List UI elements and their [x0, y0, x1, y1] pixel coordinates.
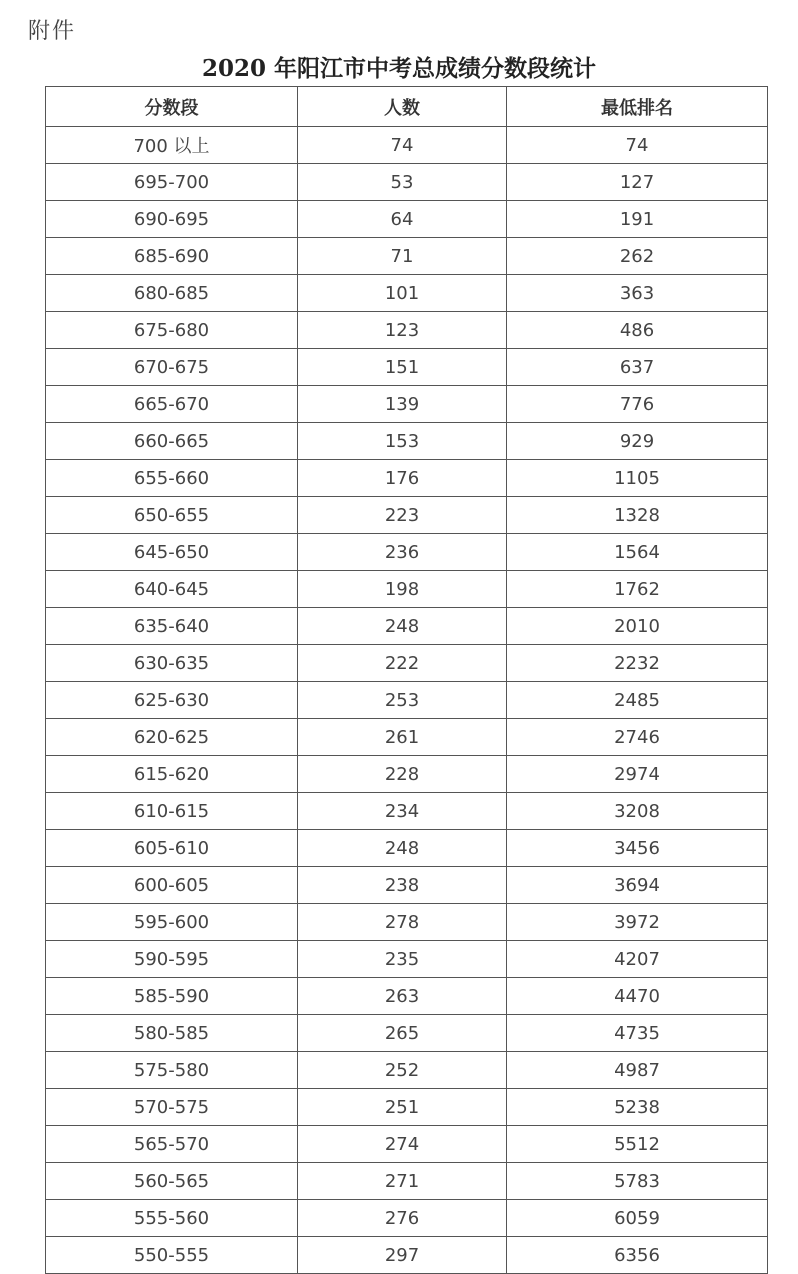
cell-lowest-rank: 2746 — [507, 719, 768, 756]
cell-count: 198 — [298, 571, 507, 608]
cell-lowest-rank: 3972 — [507, 904, 768, 941]
attachment-label: 附件 — [28, 19, 77, 44]
cell-count: 252 — [298, 1052, 507, 1089]
table-row — [46, 645, 768, 682]
cell-count: 248 — [298, 830, 507, 867]
cell-score-range: 655-660 — [46, 460, 298, 497]
cell-score-range: 695-700 — [46, 164, 298, 201]
cell-count: 261 — [298, 719, 507, 756]
cell-lowest-rank: 637 — [507, 349, 768, 386]
table-row — [46, 1052, 768, 1089]
table-row — [46, 201, 768, 238]
table-row — [46, 127, 768, 164]
cell-lowest-rank: 6059 — [507, 1200, 768, 1237]
cell-count: 222 — [298, 645, 507, 682]
cell-lowest-rank: 2010 — [507, 608, 768, 645]
cell-count: 223 — [298, 497, 507, 534]
cell-score-range: 610-615 — [46, 793, 298, 830]
table-row — [46, 608, 768, 645]
cell-score-range: 585-590 — [46, 978, 298, 1015]
cell-score-range: 660-665 — [46, 423, 298, 460]
table-row — [46, 312, 768, 349]
cell-lowest-rank: 929 — [507, 423, 768, 460]
table-row — [46, 1089, 768, 1126]
cell-lowest-rank: 1328 — [507, 497, 768, 534]
cell-lowest-rank: 1105 — [507, 460, 768, 497]
header-lowest-rank: 最低排名 — [507, 87, 768, 127]
cell-lowest-rank: 776 — [507, 386, 768, 423]
cell-score-range: 590-595 — [46, 941, 298, 978]
cell-lowest-rank: 1762 — [507, 571, 768, 608]
cell-lowest-rank: 486 — [507, 312, 768, 349]
header-count: 人数 — [298, 87, 507, 127]
cell-score-range: 625-630 — [46, 682, 298, 719]
cell-lowest-rank: 2485 — [507, 682, 768, 719]
cell-count: 64 — [298, 201, 507, 238]
cell-count: 71 — [298, 238, 507, 275]
cell-lowest-rank: 1564 — [507, 534, 768, 571]
cell-score-range: 635-640 — [46, 608, 298, 645]
table-row — [46, 756, 768, 793]
cell-count: 278 — [298, 904, 507, 941]
table-row — [46, 275, 768, 312]
table-row — [46, 164, 768, 201]
cell-count: 238 — [298, 867, 507, 904]
cell-lowest-rank: 3456 — [507, 830, 768, 867]
cell-lowest-rank: 74 — [507, 127, 768, 164]
cell-score-range: 700 以上 — [46, 127, 298, 164]
score-distribution-table — [45, 86, 768, 1274]
cell-count: 251 — [298, 1089, 507, 1126]
cell-score-range: 680-685 — [46, 275, 298, 312]
cell-count: 236 — [298, 534, 507, 571]
cell-count: 151 — [298, 349, 507, 386]
cell-score-range: 615-620 — [46, 756, 298, 793]
table-row — [46, 830, 768, 867]
table-row — [46, 497, 768, 534]
cell-count: 123 — [298, 312, 507, 349]
cell-score-range: 665-670 — [46, 386, 298, 423]
cell-lowest-rank: 3694 — [507, 867, 768, 904]
cell-score-range: 685-690 — [46, 238, 298, 275]
cell-count: 101 — [298, 275, 507, 312]
table-row — [46, 941, 768, 978]
cell-count: 276 — [298, 1200, 507, 1237]
table-row — [46, 571, 768, 608]
cell-score-range: 550-555 — [46, 1237, 298, 1274]
table-header-row — [46, 87, 768, 127]
table-row — [46, 1126, 768, 1163]
cell-count: 263 — [298, 978, 507, 1015]
table-row — [46, 978, 768, 1015]
cell-score-range: 575-580 — [46, 1052, 298, 1089]
cell-count: 228 — [298, 756, 507, 793]
cell-lowest-rank: 363 — [507, 275, 768, 312]
table-row — [46, 460, 768, 497]
table-row — [46, 1015, 768, 1052]
cell-lowest-rank: 5512 — [507, 1126, 768, 1163]
cell-score-range: 605-610 — [46, 830, 298, 867]
cell-score-range: 620-625 — [46, 719, 298, 756]
cell-lowest-rank: 6356 — [507, 1237, 768, 1274]
cell-lowest-rank: 127 — [507, 164, 768, 201]
header-score-range: 分数段 — [46, 87, 298, 127]
table-row — [46, 386, 768, 423]
cell-count: 234 — [298, 793, 507, 830]
cell-score-range: 560-565 — [46, 1163, 298, 1200]
cell-count: 297 — [298, 1237, 507, 1274]
cell-lowest-rank: 3208 — [507, 793, 768, 830]
cell-lowest-rank: 4735 — [507, 1015, 768, 1052]
page-title: 2020 年阳江市中考总成绩分数段统计 — [201, 55, 597, 82]
cell-lowest-rank: 4987 — [507, 1052, 768, 1089]
table-row — [46, 719, 768, 756]
cell-lowest-rank: 262 — [507, 238, 768, 275]
cell-score-range: 565-570 — [46, 1126, 298, 1163]
cell-count: 271 — [298, 1163, 507, 1200]
cell-count: 265 — [298, 1015, 507, 1052]
cell-lowest-rank: 4470 — [507, 978, 768, 1015]
table-row — [46, 349, 768, 386]
cell-score-range: 580-585 — [46, 1015, 298, 1052]
cell-count: 274 — [298, 1126, 507, 1163]
cell-score-range: 650-655 — [46, 497, 298, 534]
table-row — [46, 904, 768, 941]
cell-lowest-rank: 5783 — [507, 1163, 768, 1200]
cell-score-range: 570-575 — [46, 1089, 298, 1126]
cell-count: 248 — [298, 608, 507, 645]
table-row — [46, 1237, 768, 1274]
cell-lowest-rank: 5238 — [507, 1089, 768, 1126]
cell-count: 253 — [298, 682, 507, 719]
cell-score-range: 640-645 — [46, 571, 298, 608]
cell-lowest-rank: 4207 — [507, 941, 768, 978]
cell-count: 235 — [298, 941, 507, 978]
cell-count: 74 — [298, 127, 507, 164]
table-row — [46, 1200, 768, 1237]
table-row — [46, 793, 768, 830]
table-row — [46, 423, 768, 460]
cell-lowest-rank: 2974 — [507, 756, 768, 793]
cell-score-range: 675-680 — [46, 312, 298, 349]
cell-score-range: 630-635 — [46, 645, 298, 682]
table-row — [46, 238, 768, 275]
table-row — [46, 534, 768, 571]
cell-score-range: 690-695 — [46, 201, 298, 238]
table-row — [46, 867, 768, 904]
table-row — [46, 1163, 768, 1200]
table-row — [46, 682, 768, 719]
cell-score-range: 600-605 — [46, 867, 298, 904]
cell-lowest-rank: 191 — [507, 201, 768, 238]
cell-score-range: 595-600 — [46, 904, 298, 941]
cell-score-range: 555-560 — [46, 1200, 298, 1237]
cell-score-range: 645-650 — [46, 534, 298, 571]
cell-lowest-rank: 2232 — [507, 645, 768, 682]
cell-count: 176 — [298, 460, 507, 497]
cell-count: 153 — [298, 423, 507, 460]
cell-count: 139 — [298, 386, 507, 423]
cell-count: 53 — [298, 164, 507, 201]
cell-score-range: 670-675 — [46, 349, 298, 386]
